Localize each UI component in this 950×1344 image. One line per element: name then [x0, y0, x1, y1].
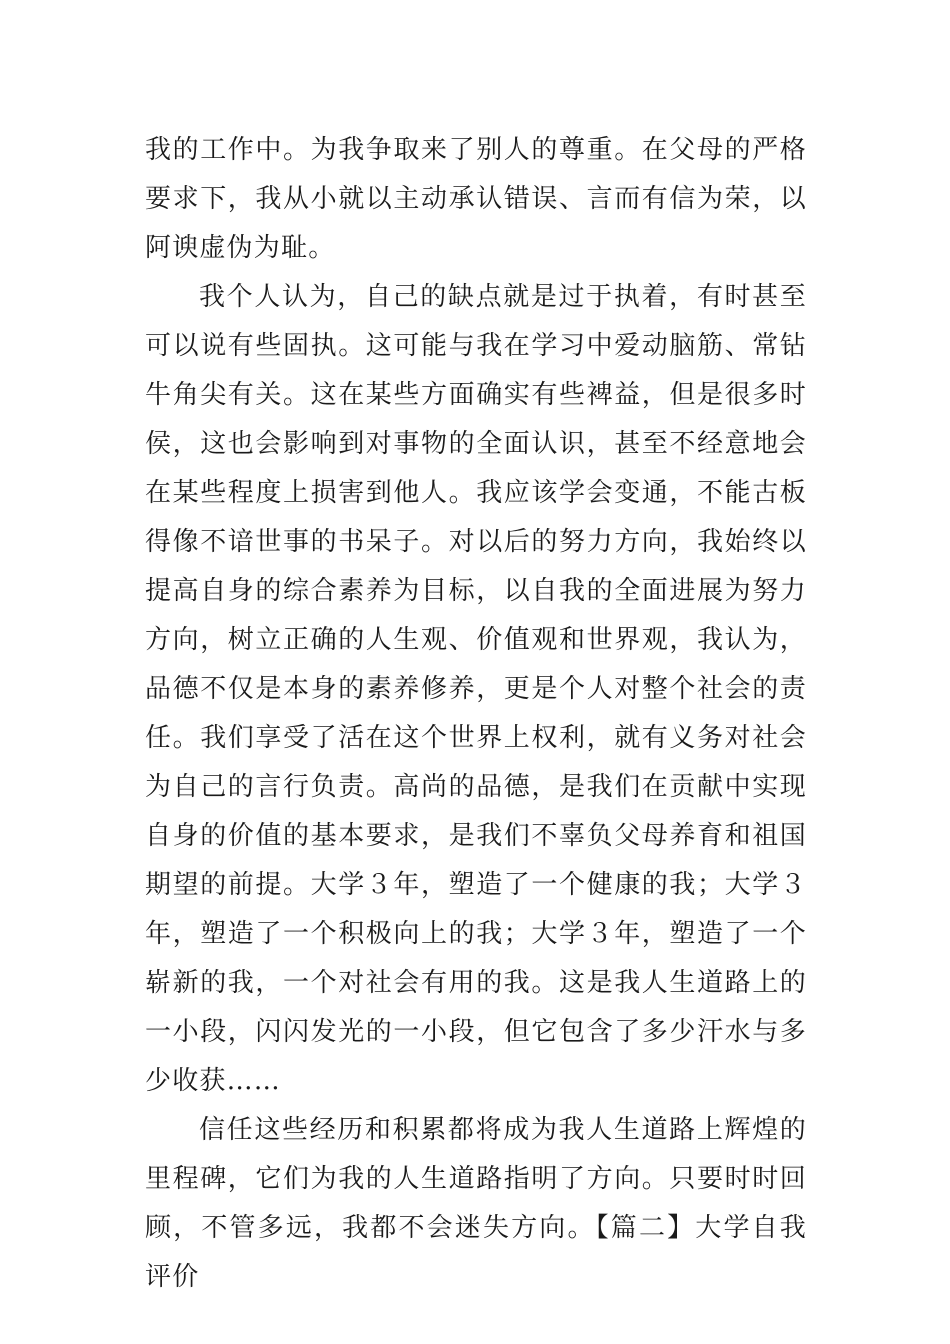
paragraph-conclusion: 信任这些经历和积累都将成为我人生道路上辉煌的里程碑，它们为我的人生道路指明了方向。只要时时回顾，不管多远，我都不会迷失方向。【篇二】大学自我评价: [145, 1115, 807, 1292]
document-body: [145, 126, 807, 1302]
paragraph-self-assessment: 我个人认为，自己的缺点就是过于执着，有时甚至可以说有些固执。这可能与我在学习中爱动脑筋、常钻牛角尖有关。这在某些方面确实有些裨益，但是很多时侯，这也会影响到对事物的全面认识，甚至不经意地会在某些程度上损害到他人。我应该学会变通，不能古板得像不谙世事的书呆子。对以后的努力方向，我始终以提高自身的综合素养为目标，以自我的全面进展为努力方向，树立正确的人生观、价值观和世界观，我认为，品德不仅是本身的素养修养，更是个人对整个社会的责任。我们享受了活在这个世界上权利，就有义务对社会为自己的言行负责。高尚的品德，是我们在贡献中实现自身的价值的基本要求，是我们不辜负父母养育和祖国期望的前提。大学３年，塑造了一个健康的我；大学３年，塑造了一个积极向上的我；大学３年，塑造了一个崭新的我，一个对社会有用的我。这是我人生道路上的一小段，闪闪发光的一小段，但它包含了多少汗水与多少收获……: [145, 282, 807, 1096]
paragraph-continuation: 我的工作中。为我争取来了别人的尊重。在父母的严格要求下，我从小就以主动承认错误、言而有信为荣，以阿谀虚伪为耻。: [145, 135, 807, 263]
